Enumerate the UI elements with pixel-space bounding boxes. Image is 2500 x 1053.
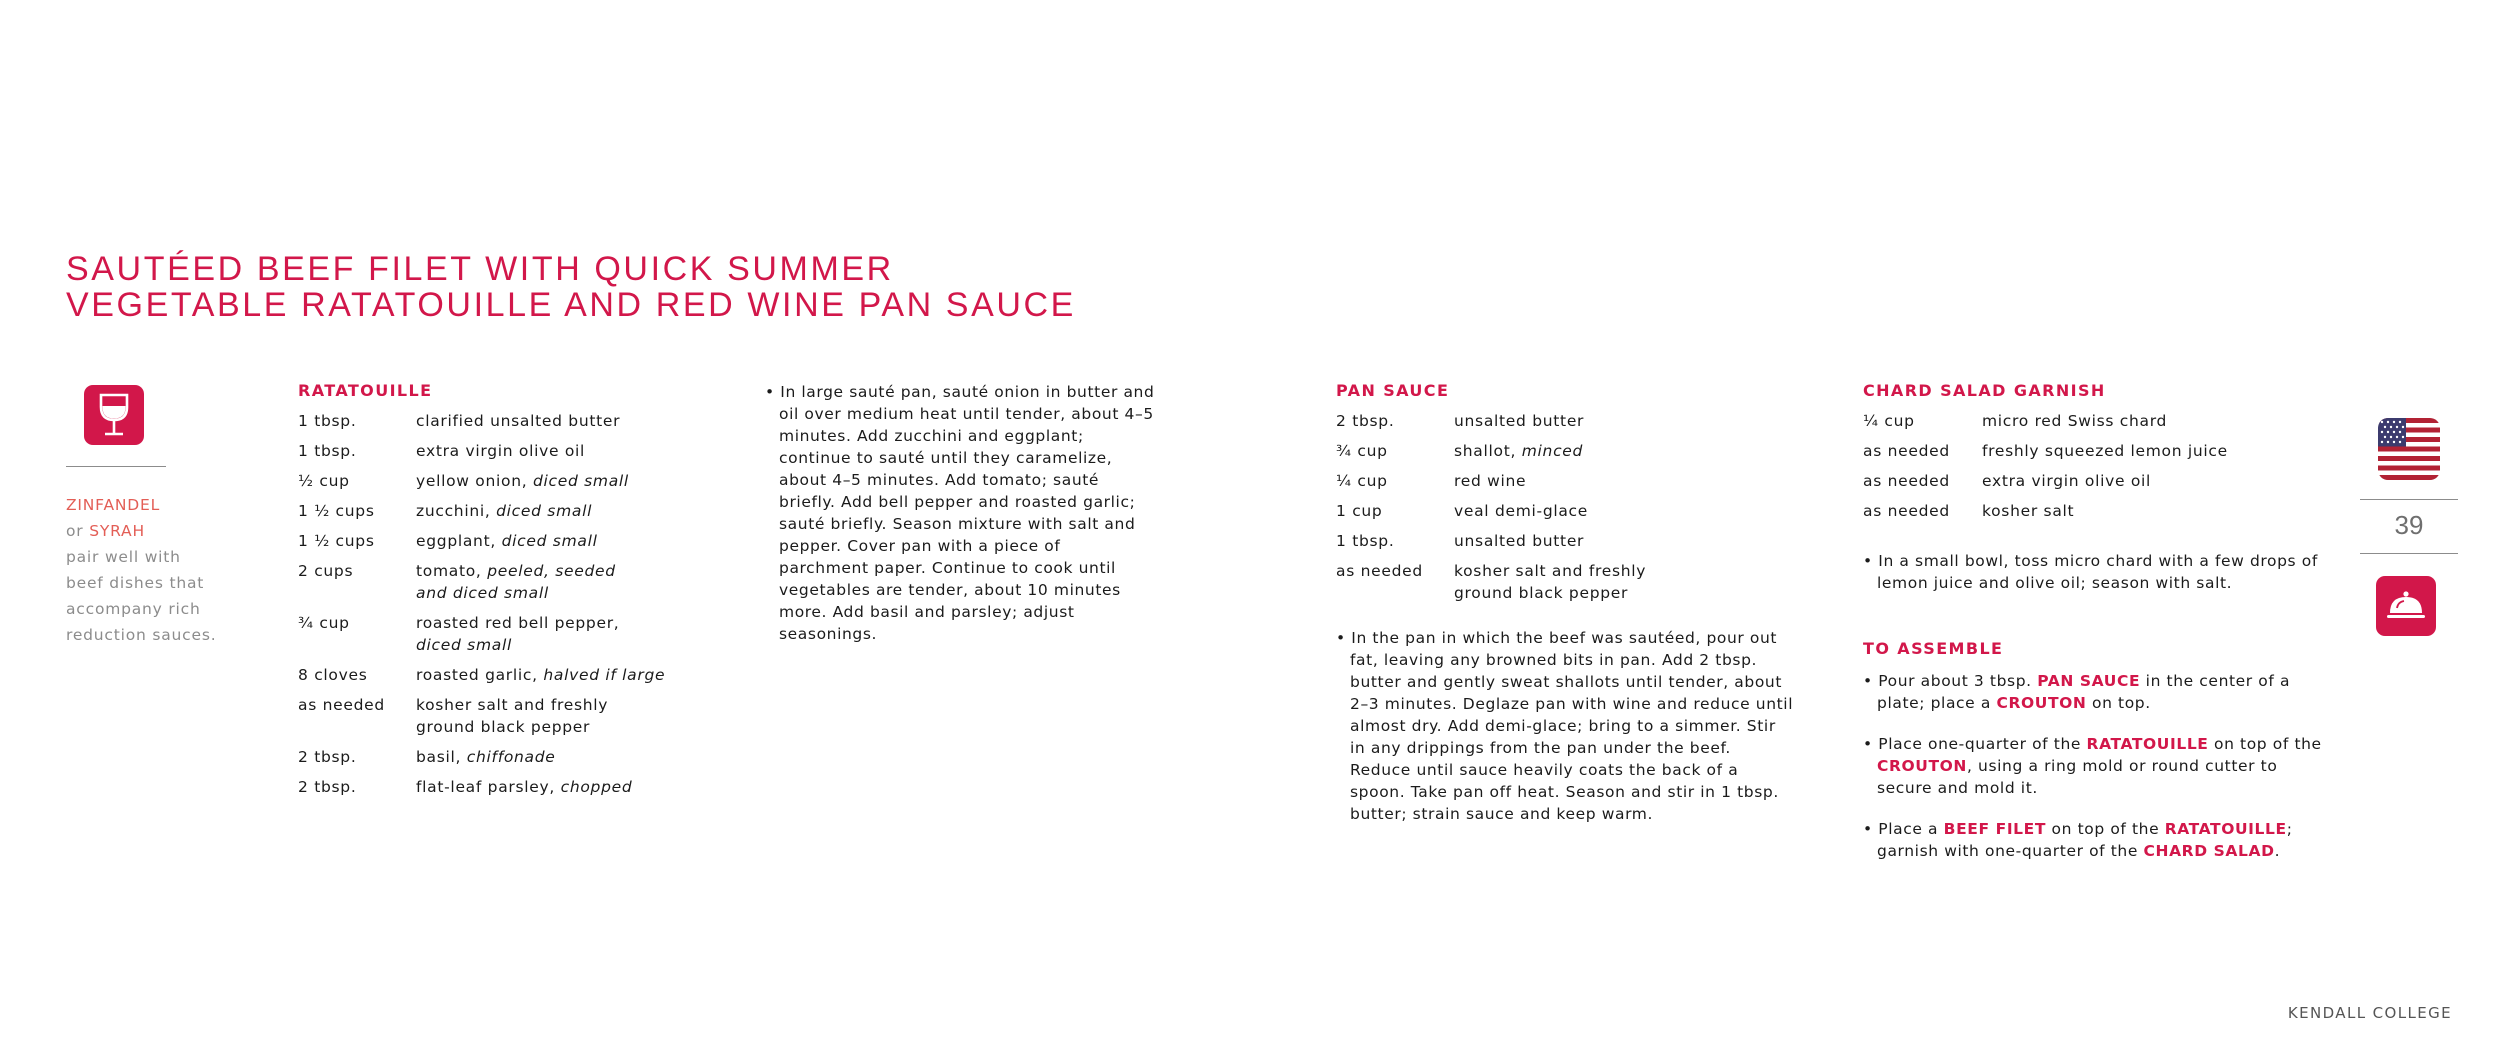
wine-glass-icon <box>84 385 144 445</box>
ingredient-row <box>1336 560 1806 604</box>
ingredient-row <box>1336 530 1806 552</box>
ingredient-note: minced <box>1521 442 1584 460</box>
ingredient-qty: 2 cups <box>298 562 354 580</box>
ingredient-row <box>298 470 698 492</box>
ingredient-item <box>1454 470 1806 492</box>
ingredient-name: flat-leaf parsley, <box>416 778 561 796</box>
ingredient-name: kosher salt <box>1982 502 2075 520</box>
pairing-note-line: accompany rich <box>66 600 201 618</box>
recipe-title-line-1: SAUTÉED BEEF FILET WITH QUICK SUMMER <box>66 250 894 288</box>
chard-salad-step: • In a small bowl, toss micro chard with a few drops of lemon juice and olive oil; season with salt. <box>1863 552 2318 592</box>
wine-syrah: SYRAH <box>89 522 145 540</box>
ingredient-qty: ¾ cup <box>298 614 350 632</box>
ratatouille-section <box>298 381 698 798</box>
ingredient-note: diced small <box>416 636 512 654</box>
recipe-title <box>66 251 1076 323</box>
ingredient-qty: 1 cup <box>1336 502 1383 520</box>
chard-salad-section <box>1863 381 2323 594</box>
ingredient-qty: 1 ½ cups <box>298 532 375 550</box>
assemble-step: • Pour about 3 tbsp. PAN SAUCE in the center of a plate; place a CROUTON on top. <box>1863 672 2291 712</box>
chard-salad-ingredient-list <box>1863 410 2323 522</box>
assemble-step: • Place a BEEF FILET on top of the RATATOUILLE; garnish with one-quarter of the CHARD SALAD. <box>1863 820 2293 860</box>
assemble-heading: TO ASSEMBLE <box>1863 639 2004 658</box>
pairing-note-line: beef dishes that <box>66 574 205 592</box>
pan-sauce-heading: PAN SAUCE <box>1336 381 1450 400</box>
ingredient-item <box>1982 410 2323 432</box>
ratatouille-heading: RATATOUILLE <box>298 381 433 400</box>
assemble-text: on top of the <box>2046 820 2165 838</box>
ingredient-row <box>1336 440 1806 462</box>
ingredient-note: diced small <box>532 472 629 490</box>
footer-brand: KENDALL COLLEGE <box>2287 1004 2452 1022</box>
ingredient-item <box>416 410 698 432</box>
ingredient-row <box>298 500 698 522</box>
wine-zinfandel: ZINFANDEL <box>66 496 161 514</box>
assemble-highlight: BEEF FILET <box>1943 820 2047 838</box>
ingredient-item <box>1454 500 1806 522</box>
ingredient-name: basil, <box>416 748 467 766</box>
ingredient-name: yellow onion, <box>416 472 533 490</box>
ingredient-name: zucchini, <box>416 502 497 520</box>
pan-sauce-step-text: In the pan in which the beef was sautéed, pour out fat, leaving any browned bits in pan. Add 2 tbsp. butter and gently sweat shallots until tender, about 2–3 minutes. Deglaze pan with wine and reduce until almost dry. Add demi-glace; bring to a simmer. Stir in any drippings from the pan under the beef. Reduce until sauce heavily coats the back of a spoon. Take pan off heat. Season and stir in 1 tbsp. butter; strain sauce and keep warm. <box>1350 629 1794 823</box>
assemble-highlight: CHARD SALAD <box>2143 842 2275 860</box>
ingredient-row <box>298 694 698 738</box>
ingredient-name: kosher salt and freshly ground black pepper <box>1454 562 1647 602</box>
ingredient-item <box>1982 440 2323 462</box>
assemble-text: Place one-quarter of the <box>1878 735 2087 753</box>
assemble-highlight: PAN SAUCE <box>2037 672 2141 690</box>
ingredient-row <box>1863 470 2323 492</box>
assemble-highlight: RATATOUILLE <box>2164 820 2287 838</box>
ingredient-qty: 2 tbsp. <box>298 748 357 766</box>
assemble-text: ; garnish with one-quarter of the <box>1877 820 2293 860</box>
ingredient-name: extra virgin olive oil <box>416 442 586 460</box>
ingredient-qty: 1 tbsp. <box>298 412 357 430</box>
assemble-step: • Place one-quarter of the RATATOUILLE on top of the CROUTON, using a ring mold or round cutter to secure and mold it. <box>1863 735 2322 797</box>
assemble-text: on top of the <box>2208 735 2322 753</box>
ingredient-row <box>298 612 698 656</box>
assemble-highlight: CROUTON <box>1996 694 2087 712</box>
ingredient-row <box>298 560 698 604</box>
ingredient-qty: as needed <box>1336 562 1423 580</box>
ingredient-qty: as needed <box>1863 472 1950 490</box>
ingredient-qty: ¾ cup <box>1336 442 1388 460</box>
pan-sauce-step: • In the pan in which the beef was sautéed, pour out fat, leaving any browned bits in pan. Add 2 tbsp. butter and gently sweat shallots until tender, about 2–3 minutes. Deglaze pan with wine and reduce until almost dry. Add demi-glace; bring to a simmer. Stir in any drippings from the pan under the beef. Reduce until sauce heavily coats the back of a spoon. Take pan off heat. Season and stir in 1 tbsp. butter; strain sauce and keep warm. <box>1336 629 1794 823</box>
ingredient-row <box>298 664 698 686</box>
ingredient-qty: 1 tbsp. <box>1336 532 1395 550</box>
ingredient-row <box>298 440 698 462</box>
assemble-section <box>1863 639 2323 862</box>
assemble-text: in the center of a plate; place a <box>1877 672 2291 712</box>
ingredient-qty: as needed <box>298 696 385 714</box>
ratatouille-ingredient-list <box>298 410 698 798</box>
ingredient-name: red wine <box>1454 472 1527 490</box>
ingredient-item <box>416 470 698 492</box>
assemble-highlight: CROUTON <box>1877 757 1967 775</box>
serving-cloche-icon[interactable] <box>2376 576 2436 636</box>
ingredient-qty: ½ cup <box>298 472 350 490</box>
assemble-highlight: RATATOUILLE <box>2086 735 2209 753</box>
ingredient-item <box>416 530 698 552</box>
ingredient-item <box>416 776 698 798</box>
ratatouille-step-text: In large sauté pan, sauté onion in butter and oil over medium heat until tender, about 4–5 minutes. Add zucchini and eggplant; continue to sauté until they caramelize, about 4–5 minutes. Add tomato; sauté briefly. Add bell pepper and roasted garlic; sauté briefly. Season mixture with salt and pepper. Cover pan with a piece of parchment paper. Continue to cook until vegetables are tender, about 10 minutes more. Add basil and parsley; adjust seasonings. <box>779 383 1155 643</box>
ingredient-name: freshly squeezed lemon juice <box>1982 442 2228 460</box>
ingredient-qty: 1 ½ cups <box>298 502 375 520</box>
ingredient-qty: 8 cloves <box>298 666 368 684</box>
ingredient-qty: 2 tbsp. <box>1336 412 1395 430</box>
ingredient-note: chiffonade <box>466 748 556 766</box>
ingredient-row <box>1336 500 1806 522</box>
pairing-or: or <box>66 522 84 540</box>
ingredient-item <box>416 560 626 604</box>
ingredient-name: eggplant, <box>416 532 502 550</box>
ingredient-qty: ¼ cup <box>1336 472 1388 490</box>
ingredient-name: roasted garlic, <box>416 666 544 684</box>
ratatouille-method <box>765 381 1155 645</box>
pairing-note-line: pair well with <box>66 548 181 566</box>
ingredient-name: roasted red bell pepper, <box>416 614 620 632</box>
ingredient-item <box>1454 440 1806 462</box>
ingredient-row <box>298 530 698 552</box>
ingredient-name: tomato, <box>416 562 488 580</box>
assemble-text: Pour about 3 tbsp. <box>1878 672 2038 690</box>
ingredient-item <box>416 746 698 768</box>
ingredient-item <box>416 694 626 738</box>
ingredient-name: extra virgin olive oil <box>1982 472 2152 490</box>
ingredient-item <box>1454 410 1806 432</box>
ingredient-item <box>416 664 698 686</box>
assemble-text: Place a <box>1878 820 1944 838</box>
assemble-text: on top. <box>2086 694 2151 712</box>
ingredient-item <box>1982 500 2323 522</box>
pan-sauce-method <box>1336 627 1796 825</box>
recipe-title-line-2: VEGETABLE RATATOUILLE AND RED WINE PAN SAUCE <box>66 286 1076 324</box>
rail-divider-top <box>2360 499 2458 500</box>
ingredient-qty: as needed <box>1863 442 1950 460</box>
ingredient-qty: 2 tbsp. <box>298 778 357 796</box>
ingredient-note: peeled, seeded and diced small <box>416 562 616 602</box>
ingredient-row <box>298 410 698 432</box>
ingredient-item <box>1982 470 2323 492</box>
ingredient-note: diced small <box>501 532 598 550</box>
pan-sauce-section <box>1336 381 1806 604</box>
us-flag-icon[interactable] <box>2378 418 2440 480</box>
chard-salad-step-text: In a small bowl, toss micro chard with a few drops of lemon juice and olive oil; season with salt. <box>1877 552 2318 592</box>
page-number: 39 <box>2394 510 2424 540</box>
ingredient-name: shallot, <box>1454 442 1522 460</box>
ingredient-item <box>1454 530 1806 552</box>
ingredient-qty: 1 tbsp. <box>298 442 357 460</box>
ingredient-row <box>1863 440 2323 462</box>
ingredient-name: unsalted butter <box>1454 412 1585 430</box>
ingredient-note: diced small <box>496 502 593 520</box>
wine-pairing-note <box>66 492 236 648</box>
ingredient-note: halved if large <box>543 666 666 684</box>
assemble-text: . <box>2274 842 2281 860</box>
pairing-note-line: reduction sauces. <box>66 626 217 644</box>
ingredient-note: chopped <box>560 778 633 796</box>
ingredient-name: kosher salt and freshly ground black pepper <box>416 696 609 736</box>
sidebar-divider <box>66 466 166 467</box>
ingredient-row <box>1336 410 1806 432</box>
ingredient-row <box>1863 500 2323 522</box>
chard-salad-heading: CHARD SALAD GARNISH <box>1863 381 2106 400</box>
ratatouille-step: • In large sauté pan, sauté onion in butter and oil over medium heat until tender, about 4–5 minutes. Add zucchini and eggplant; continue to sauté until they caramelize, about 4–5 minutes. Add tomato; sauté briefly. Add bell pepper and roasted garlic; sauté briefly. Season mixture with salt and pepper. Cover pan with a piece of parchment paper. Continue to cook until vegetables are tender, about 10 minutes more. Add basil and parsley; adjust seasonings. <box>765 383 1155 643</box>
ingredient-qty: ¼ cup <box>1863 412 1915 430</box>
assemble-text: , using a ring mold or round cutter to secure and mold it. <box>1877 757 2278 797</box>
ingredient-item <box>1454 560 1664 604</box>
ingredient-name: unsalted butter <box>1454 532 1585 550</box>
ingredient-row <box>298 776 698 798</box>
ingredient-name: clarified unsalted butter <box>416 412 621 430</box>
rail-divider-bottom <box>2360 553 2458 554</box>
ingredient-name: micro red Swiss chard <box>1982 412 2168 430</box>
pan-sauce-ingredient-list <box>1336 410 1806 604</box>
ingredient-item <box>416 500 698 522</box>
ingredient-row <box>298 746 698 768</box>
ingredient-row <box>1336 470 1806 492</box>
ingredient-qty: as needed <box>1863 502 1950 520</box>
ingredient-item <box>416 612 646 656</box>
ingredient-name: veal demi-glace <box>1454 502 1589 520</box>
ingredient-item <box>416 440 698 462</box>
ingredient-row <box>1863 410 2323 432</box>
